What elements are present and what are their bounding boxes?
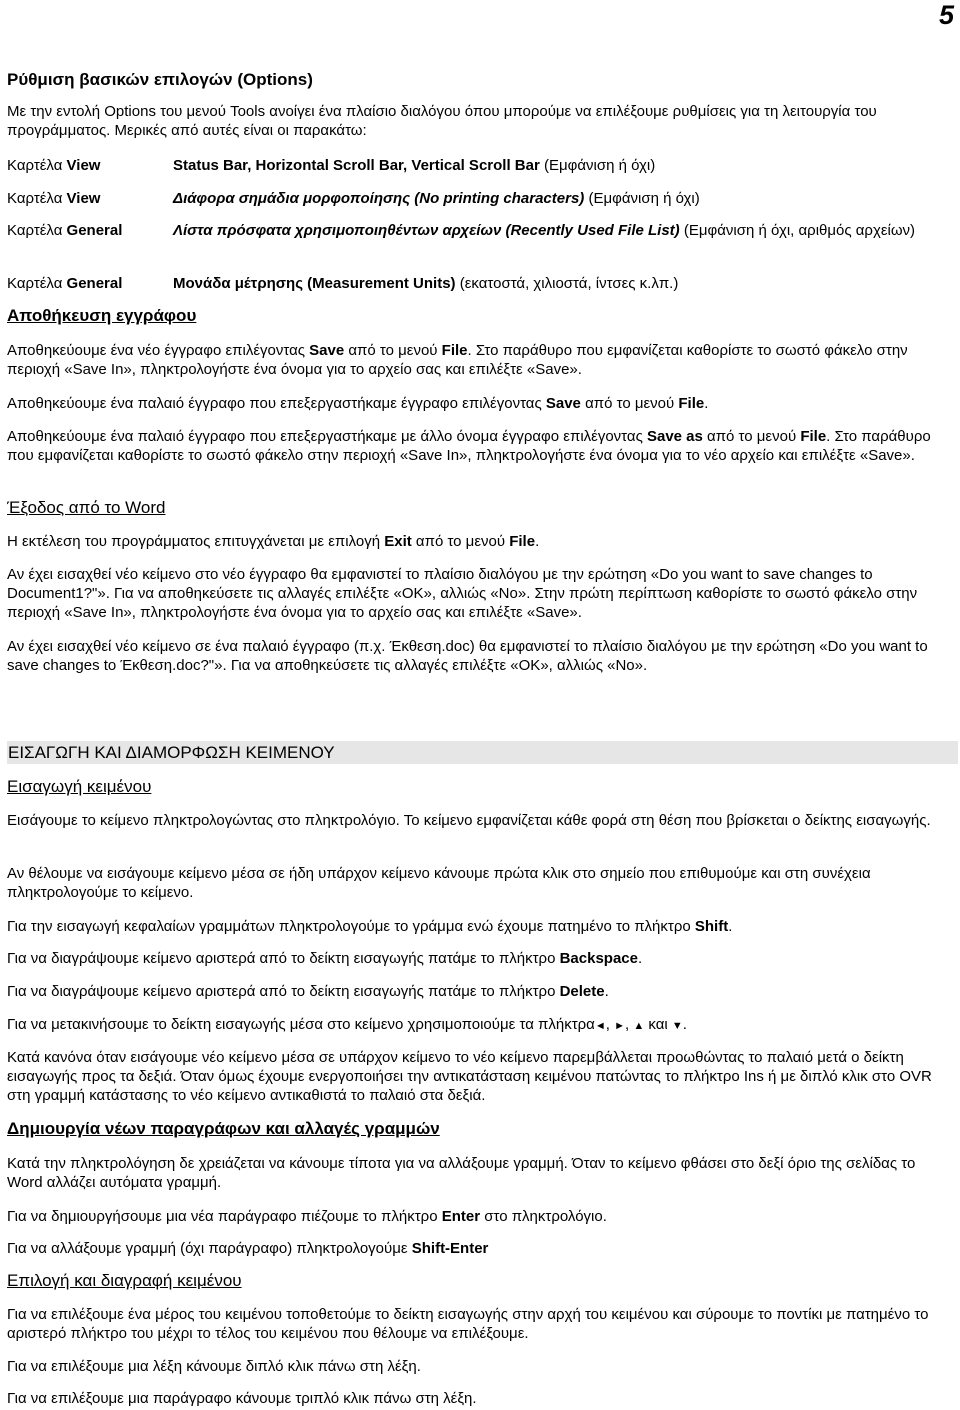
section-title-options: Ρύθμιση βασικών επιλογών (Options)	[7, 70, 313, 89]
paragraphs-paragraph: Για να δημιουργήσουμε μια νέα παράγραφο πιέζουμε το πλήκτρο Enter στο πληκτρολόγιο.	[7, 1208, 607, 1225]
arrow-up-icon: ▲	[633, 1020, 645, 1032]
save-paragraph: Αποθηκεύουμε ένα παλαιό έγγραφο που επεξεργαστήκαμε έγγραφο επιλέγοντας Save από το μενού File.	[7, 395, 709, 412]
paragraphs-paragraph: Κατά την πληκτρολόγηση δε χρειάζεται να κάνουμε τίποτα για να αλλάξουμε γραμμή. Όταν το κείμενο φθάσει στο δεξί όριο της σελίδας το Word αλλάζει αυτόματα γραμμή.	[7, 1155, 916, 1191]
tab-setting: Διάφορα σημάδια μορφοποίησης (No printing characters) (Εμφάνιση ή όχι)	[173, 190, 700, 207]
insert-paragraph: Αν θέλουμε να εισάγουμε κείμενο μέσα σε ήδη υπάρχον κείμενο κάνουμε πρώτα κλικ στο σημείο που επιθυμούμε και στη συνέχεια πληκτρολογούμε το κείμενο.	[7, 865, 871, 901]
save-paragraph: Αποθηκεύουμε ένα παλαιό έγγραφο που επεξεργαστήκαμε με άλλο όνομα έγγραφο επιλέγοντας Save as από το μενού File. Στο παράθυρο που εμφανίζεται καθορίστε το σωστό φάκελο στην περιοχή «Save In», πληκτρολογήστε ένα όνομα για το νέο αρχείο και επιλέξτε «Save».	[7, 428, 931, 464]
arrow-down-icon: ▼	[671, 1020, 683, 1032]
exit-paragraph: Αν έχει εισαχθεί νέο κείμενο στο νέο έγγραφο θα εμφανιστεί το πλαίσιο διαλόγου με την ερώτηση «Do you want to save changes to Document1?"». Για να αποθηκεύσετε τις αλλαγές επιλέξτε «ΟΚ», αλλιώς «Νο». Στην πρώτη περίπτωση καθορίστε το σωστό φάκελο στην περιοχή «Save In», πληκτρολογήστε ένα όνομα για το αρχείο σας και επιλέξτε «Save».	[7, 566, 918, 621]
tab-setting: Status Bar, Horizontal Scroll Bar, Vertical Scroll Bar (Εμφάνιση ή όχι)	[173, 157, 656, 174]
options-intro: Με την εντολή Options του μενού Tools ανοίγει ένα πλαίσιο διαλόγου όπου μπορούμε να επιλέξουμε ρυθμίσεις για τη λειτουργία του προγράμματος. Μερικές από αυτές είναι οι παρακάτω:	[7, 103, 877, 139]
selection-paragraph: Για να επιλέξουμε ένα μέρος του κειμένου τοποθετούμε το δείκτη εισαγωγής στην αρχή του κειμένου και σύρουμε το ποντίκι με πατημένο το αριστερό πλήκτρο του μέχρι το τέλος του κειμένου που θέλουμε να επιλέξουμε.	[7, 1306, 929, 1342]
insert-paragraph: Για να διαγράψουμε κείμενο αριστερά από το δείκτη εισαγωγής πατάμε το πλήκτρο Delete.	[7, 983, 609, 1000]
insert-paragraph: Εισάγουμε το κείμενο πληκτρολογώντας στο πληκτρολόγιο. Το κείμενο εμφανίζεται κάθε φορά στη θέση που βρίσκεται ο δείκτης εισαγωγής.	[7, 812, 931, 829]
section-title-exit: Έξοδος από το Word	[7, 498, 166, 517]
insert-paragraph: Κατά κανόνα όταν εισάγουμε νέο κείμενο μέσα σε υπάρχον κείμενο το νέο κείμενο παρεμβάλλεται προωθώντας το παλαιό μετά ο δείκτη εισαγωγής προς τα δεξιά. Όταν όμως έχουμε ενεργοποιήσει την αντικατάσταση κειμένου πατώντας το πλήκτρο Ins ή με διπλό κλικ στο OVR στη γραμμή κατάστασης το νέο κείμενο αντικαθιστά το παλαιό στα δεξιά.	[7, 1049, 932, 1104]
insert-paragraph: Για να διαγράψουμε κείμενο αριστερά από το δείκτη εισαγωγής πατάμε το πλήκτρο Backspace.	[7, 950, 643, 967]
save-paragraph: Αποθηκεύουμε ένα νέο έγγραφο επιλέγοντας Save από το μενού File. Στο παράθυρο που εμφανίζεται καθορίστε το σωστό φάκελο στην περιοχή «Save In», πληκτρολογήστε ένα όνομα για το αρχείο σας και επιλέξτε «Save».	[7, 342, 908, 378]
tab-setting: Λίστα πρόσφατα χρησιμοποιηθέντων αρχείων (Recently Used File List) (Εμφάνιση ή όχι, αριθμός αρχείων)	[173, 222, 916, 239]
section-title-paragraphs: Δημιουργία νέων παραγράφων και αλλαγές γραμμών	[7, 1119, 440, 1138]
page-number: 5	[938, 0, 954, 30]
selection-paragraph: Για να επιλέξουμε μια λέξη κάνουμε διπλό κλικ πάνω στη λέξη.	[7, 1358, 421, 1375]
tab-label: Καρτέλα View	[7, 157, 101, 174]
tab-label: Καρτέλα General	[7, 275, 123, 292]
insert-paragraph: Για την εισαγωγή κεφαλαίων γραμμάτων πληκτρολογούμε το γράμμα ενώ έχουμε πατημένο το πλήκτρο Shift.	[7, 918, 733, 935]
arrow-left-icon: ◄	[594, 1020, 606, 1032]
selection-paragraph: Για να επιλέξουμε μια παράγραφο κάνουμε τριπλό κλικ πάνω στη λέξη.	[7, 1390, 477, 1407]
tab-label: Καρτέλα View	[7, 190, 101, 207]
exit-paragraph: Η εκτέλεση του προγράμματος επιτυγχάνεται με επιλογή Exit από το μενού File.	[7, 533, 540, 550]
section-title-insert: Εισαγωγή κειμένου	[7, 777, 152, 796]
section-title-save: Αποθήκευση εγγράφου	[7, 306, 197, 325]
exit-paragraph: Αν έχει εισαχθεί νέο κείμενο σε ένα παλαιό έγγραφο (π.χ. Έκθεση.doc) θα εμφανιστεί το πλαίσιο διαλόγου με την ερώτηση «Do you want to save changes to Έκθεση.doc?"». Για να αποθηκεύσετε τις αλλαγές επιλέξτε «ΟΚ», αλλιώς «Νο».	[7, 638, 928, 674]
insert-paragraph: Για να μετακινήσουμε το δείκτη εισαγωγής μέσα στο κείμενο χρησιμοποιούμε τα πλήκτρα◄, ►, ▲ και ▼.	[7, 1016, 687, 1033]
paragraphs-paragraph: Για να αλλάξουμε γραμμή (όχι παράγραφο) πληκτρολογούμε Shift-Enter	[7, 1240, 489, 1257]
tab-setting: Μονάδα μέτρησης (Measurement Units) (εκατοστά, χιλιοστά, ίντσες κ.λπ.)	[173, 275, 679, 292]
tab-label: Καρτέλα General	[7, 222, 123, 239]
arrow-right-icon: ►	[614, 1020, 625, 1032]
section-title-selection: Επιλογή και διαγραφή κειμένου	[7, 1271, 242, 1290]
chapter-heading: ΕΙΣΑΓΩΓΗ ΚΑΙ ΔΙΑΜΟΡΦΩΣΗ ΚΕΙΜΕΝΟΥ	[7, 741, 958, 764]
